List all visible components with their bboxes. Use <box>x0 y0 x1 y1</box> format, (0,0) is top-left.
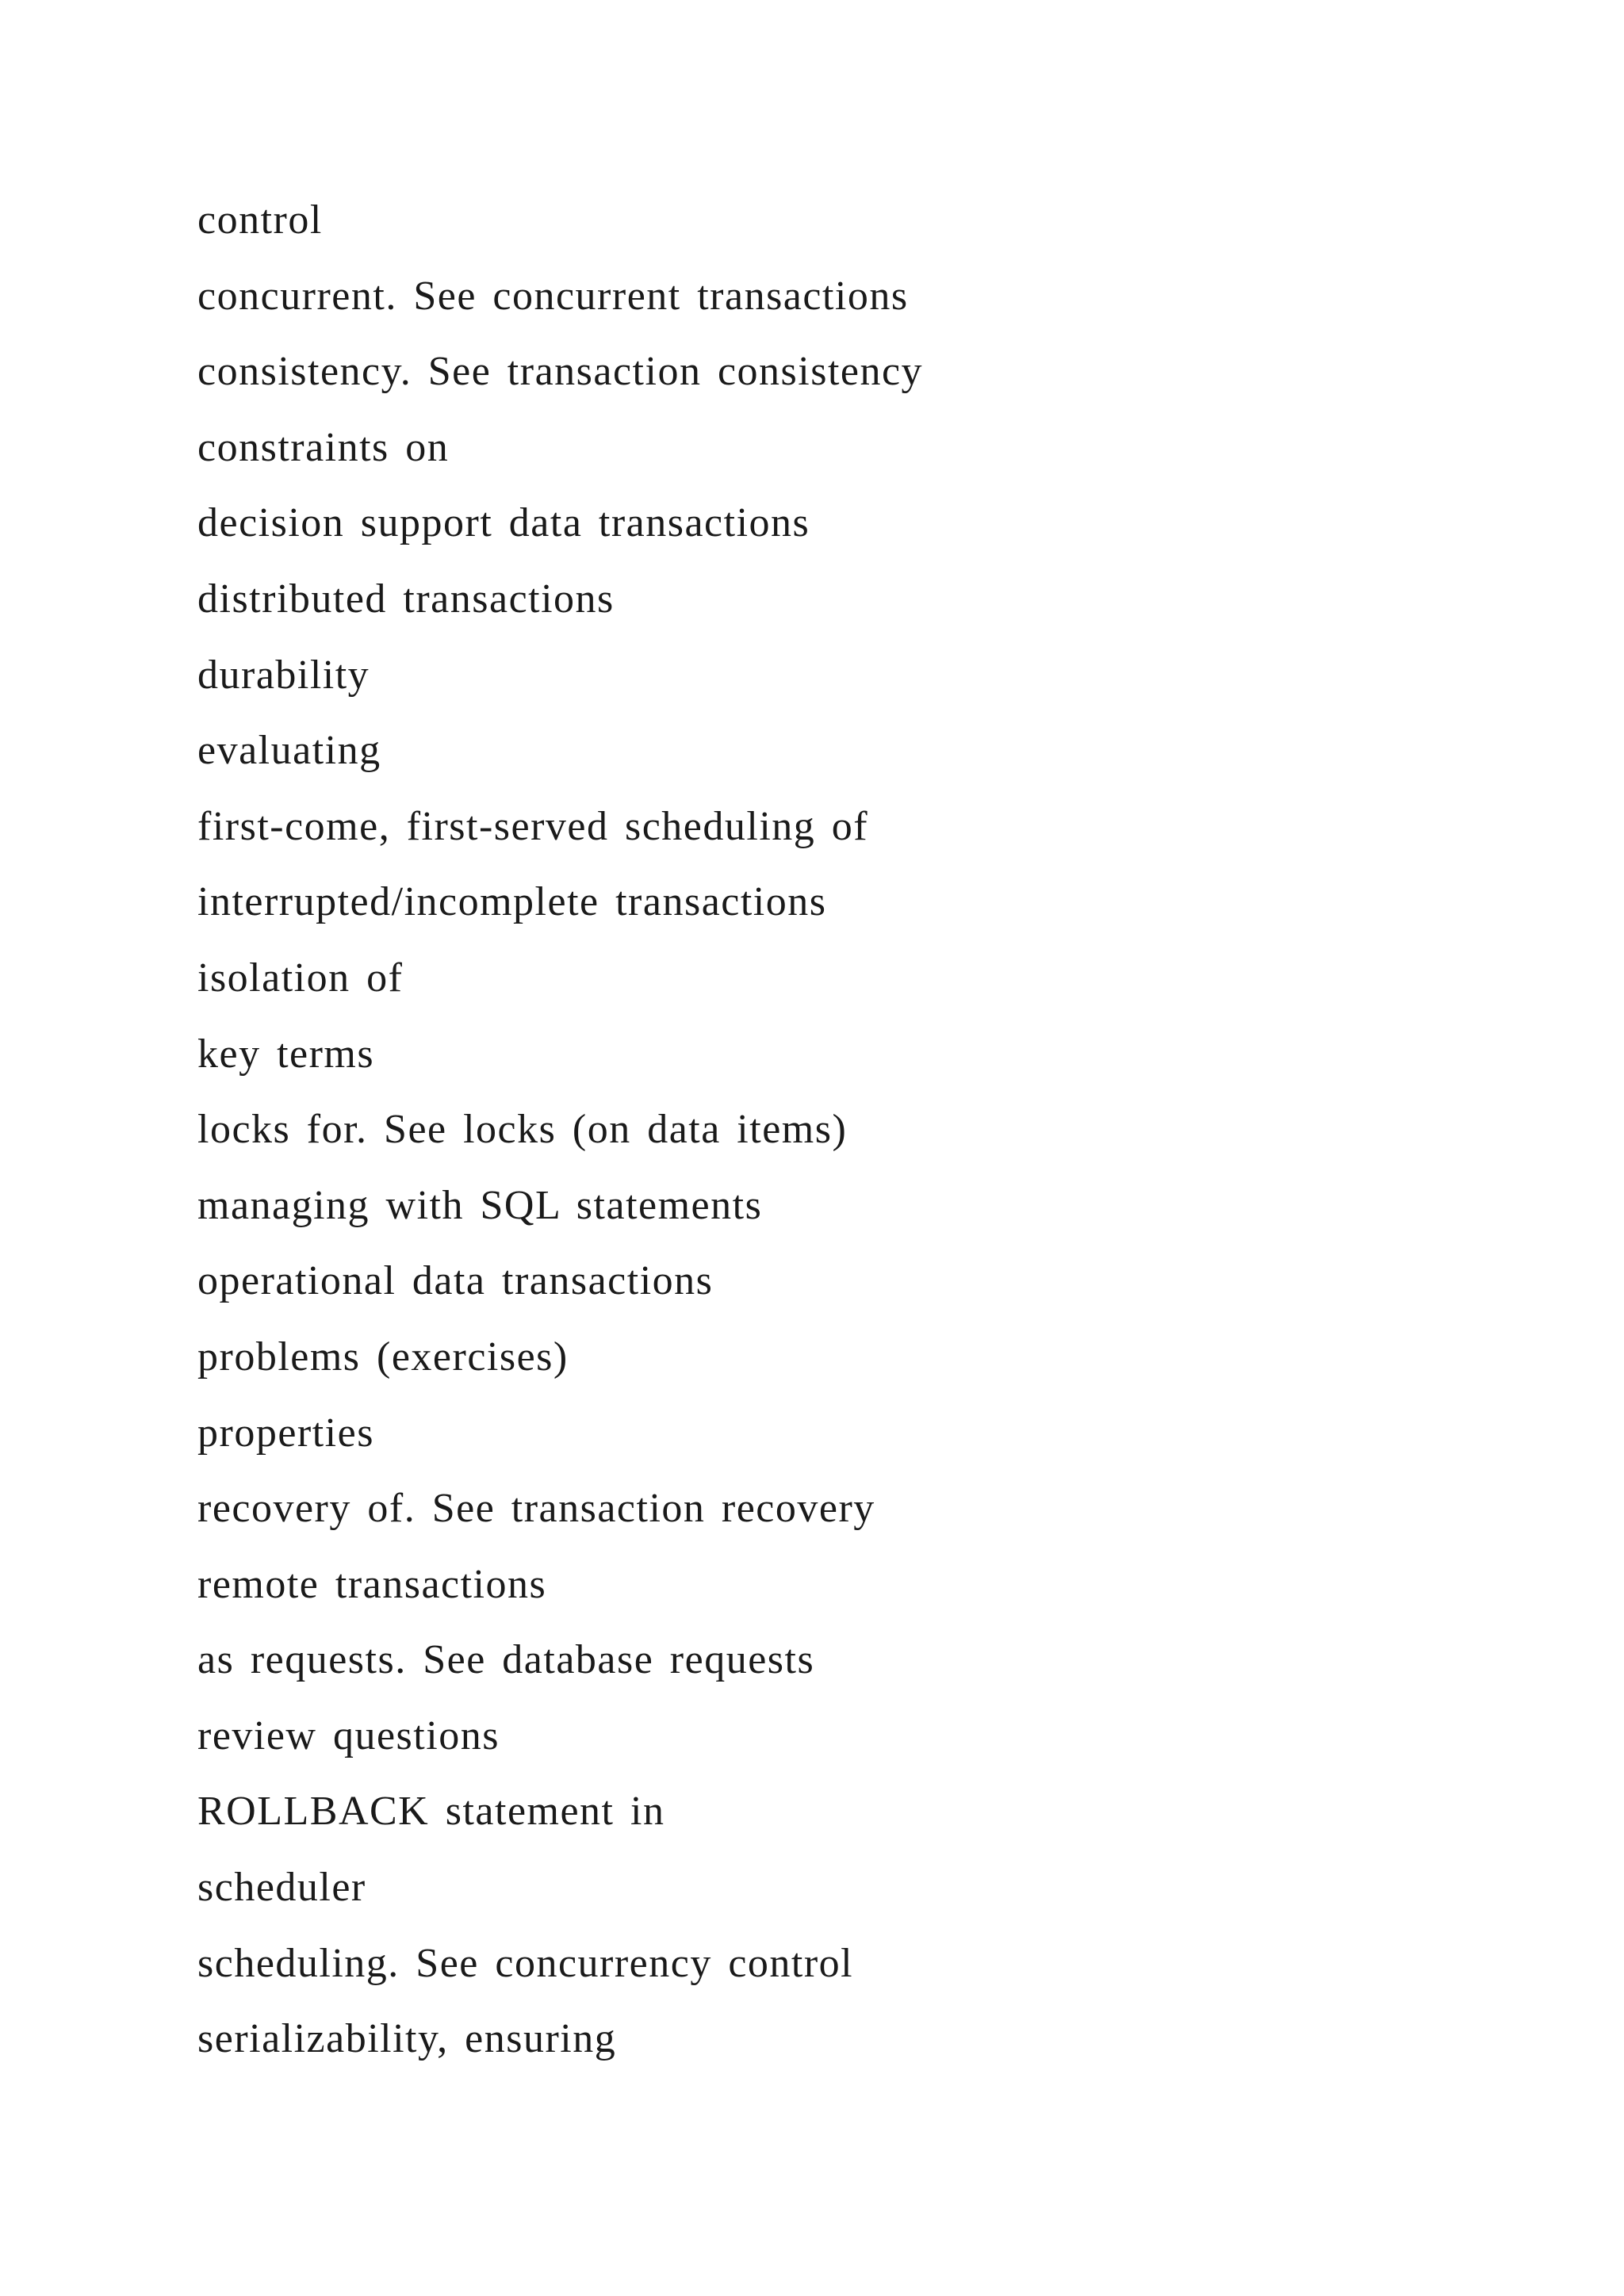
index-entry: constraints on <box>197 424 450 470</box>
index-entry: key terms <box>197 1031 375 1077</box>
index-entry: concurrent. See concurrent transactions <box>197 273 909 319</box>
index-entry: review questions <box>197 1712 500 1758</box>
index-entry: distributed transactions <box>197 576 615 622</box>
index-entry: consistency. See transaction consistency <box>197 349 924 395</box>
index-entry: evaluating <box>197 728 381 774</box>
index-entry: problems (exercises) <box>197 1334 569 1380</box>
index-entry: isolation of <box>197 955 404 1001</box>
index-entry: ROLLBACK statement in <box>197 1789 665 1835</box>
index-entry: durability <box>197 652 370 698</box>
index-entry: control <box>197 197 323 243</box>
index-entry: operational data transactions <box>197 1258 714 1304</box>
index-entry: remote transactions <box>197 1561 547 1607</box>
index-entry: managing with SQL statements <box>197 1182 763 1228</box>
index-entry: serializability, ensuring <box>197 2016 617 2062</box>
index-entry: scheduler <box>197 1865 366 1911</box>
index-entry: locks for. See locks (on data items) <box>197 1107 848 1153</box>
index-entry: interrupted/incomplete transactions <box>197 879 827 925</box>
index-entry: decision support data transactions <box>197 500 810 546</box>
index-entry: recovery of. See transaction recovery <box>197 1486 875 1532</box>
index-entry: properties <box>197 1410 374 1456</box>
index-entry-list <box>197 189 923 2084</box>
index-entry: first-come, first-served scheduling of <box>197 803 869 849</box>
index-entry: scheduling. See concurrency control <box>197 1940 854 1986</box>
index-entry: as requests. See database requests <box>197 1637 815 1683</box>
